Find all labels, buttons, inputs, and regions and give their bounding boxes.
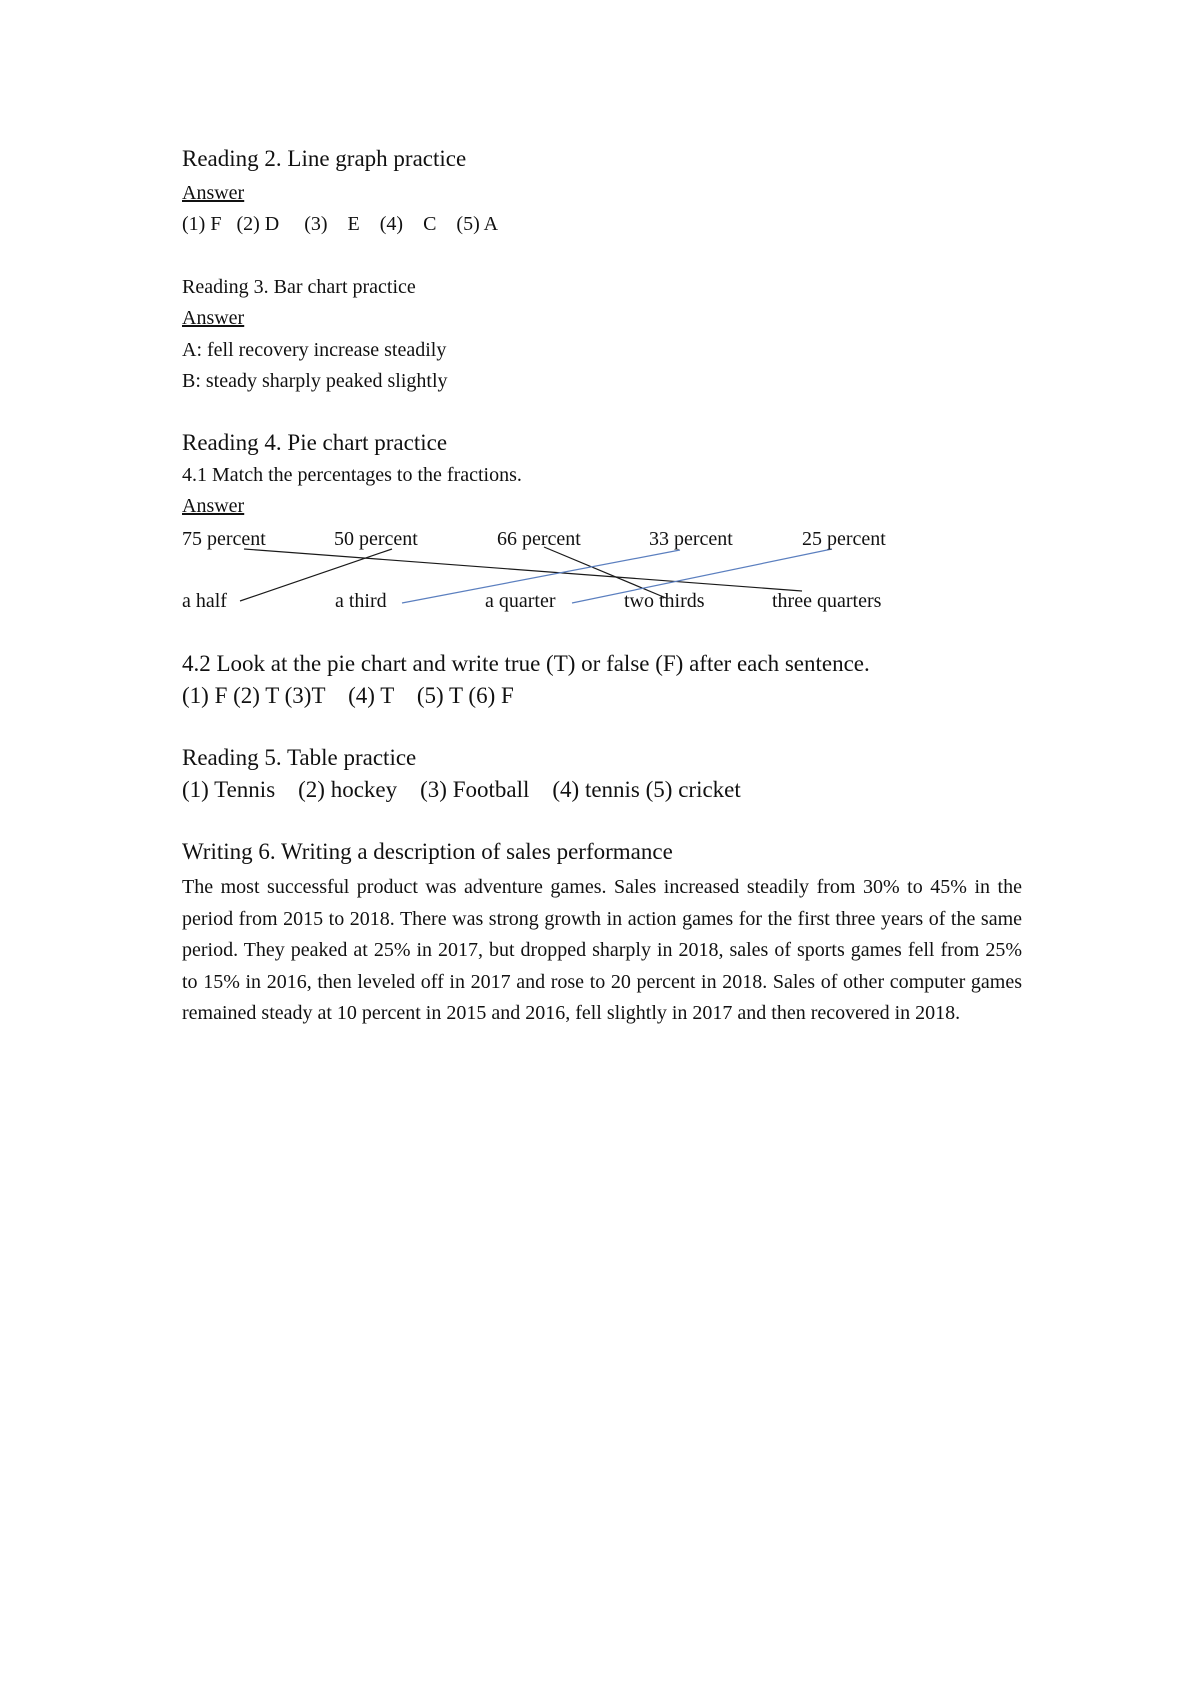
- percent-66: 66 percent: [497, 528, 581, 550]
- reading5-title: Reading 5. Table practice: [182, 745, 417, 770]
- reading5-answers: (1) Tennis (2) hockey (3) Football (4) tennis (5) cricket: [182, 777, 741, 802]
- reading3-title: Reading 3. Bar chart practice: [182, 276, 416, 298]
- reading4-answer-label: Answer: [182, 495, 245, 517]
- percent-50: 50 percent: [334, 528, 418, 550]
- fraction-two-thirds: two thirds: [624, 590, 705, 612]
- percent-33: 33 percent: [649, 528, 733, 550]
- fraction-half: a half: [182, 590, 227, 612]
- percent-75: 75 percent: [182, 528, 266, 550]
- writing6-body: The most successful product was adventure games. Sales increased steadily from 30% to 45% in the period from 2015 to 2018. There was strong growth in action games for the first three years of the same period. They peaked at 25% in 2017, but dropped sharply in 2018, sales of sports games fell from 25% to 15% in 2016, then leveled off in 2017 and rose to 20 percent in 2018. Sales of other computer games remained steady at 10 percent in 2015 and 2016, fell slightly in 2017 and then recovered in 2018.: [182, 876, 1022, 1024]
- reading4-task-41: 4.1 Match the percentages to the fractions.: [182, 464, 522, 486]
- reading4-task-42: 4.2 Look at the pie chart and write true (T) or false (F) after each sentence.: [182, 651, 870, 676]
- reading4-answers-42: (1) F (2) T (3)T (4) T (5) T (6) F: [182, 683, 514, 708]
- writing6-title: Writing 6. Writing a description of sales performance: [182, 839, 673, 864]
- reading2-answer-label: Answer: [182, 182, 245, 204]
- reading2-title: Reading 2. Line graph practice: [182, 146, 467, 171]
- reading3-answer-label: Answer: [182, 307, 245, 329]
- reading2-answers: (1) F (2) D (3) E (4) C (5) A: [182, 213, 499, 235]
- matching-exercise: [182, 524, 922, 614]
- fraction-third: a third: [335, 590, 387, 612]
- fraction-three-quarters: three quarters: [772, 590, 882, 612]
- reading4-title: Reading 4. Pie chart practice: [182, 430, 448, 455]
- percent-25: 25 percent: [802, 528, 886, 550]
- reading3-line-b: B: steady sharply peaked slightly: [182, 370, 448, 392]
- match-line-75-three-quarters: [244, 549, 802, 591]
- reading3-line-a: A: fell recovery increase steadily: [182, 339, 447, 361]
- fraction-quarter: a quarter: [485, 590, 556, 612]
